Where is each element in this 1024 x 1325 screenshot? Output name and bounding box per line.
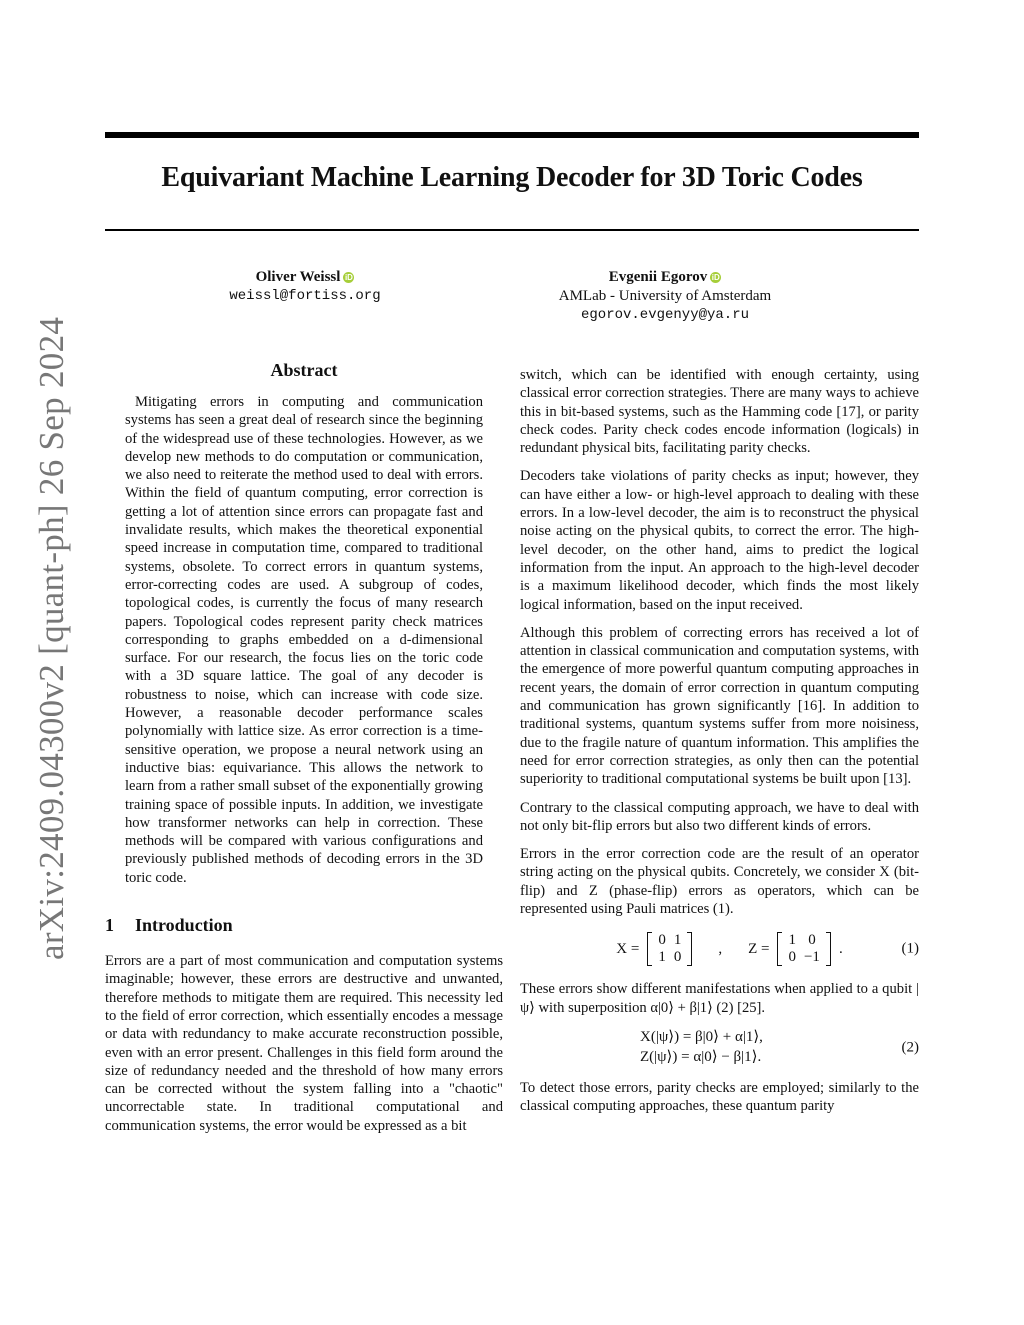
author-affiliation: AMLab - University of Amsterdam (558, 288, 772, 304)
eq-z-lhs: Z = (748, 940, 770, 957)
section-title: Introduction (135, 915, 233, 936)
matrix-cell: 1 (658, 949, 666, 966)
equation-number: (2) (901, 1039, 919, 1056)
right-column (520, 366, 919, 1126)
paper-title: Equivariant Machine Learning Decoder for 3D Toric Codes (161, 162, 863, 193)
body-paragraph: These errors show different manifestations when applied to a qubit |ψ⟩ with superposition α|0⟩ + β|1⟩ (2) [25]. (520, 981, 919, 1016)
left-column (105, 360, 503, 1145)
x-matrix (647, 932, 692, 966)
equation-pauli-matrices (520, 928, 919, 970)
equation-error-actions (520, 1027, 919, 1069)
eq-separator: , (718, 940, 723, 957)
matrix-cell: 0 (673, 949, 682, 966)
author-email[interactable]: egorov.evgenyy@ya.ru (580, 307, 750, 323)
matrix-cell: 0 (808, 932, 816, 949)
body-paragraph: Although this problem of correcting errors has received a lot of attention in classical communication and computation systems, with the emergence of more powerful quantum computing approaches in recent years, the domain of error correction in quantum computing and communication has grown significantly [16]. In addition to traditional systems, quantum systems suffer from more noisiness, due to the fragile nature of quantum information. This amplifies the need for error correction strategies, as only then can the potential superiority to traditional computational systems be built upon [13]. (520, 624, 919, 788)
author-1 (205, 268, 405, 306)
body-paragraph: To detect those errors, parity checks are employed; similarly to the classical computing approaches, these quantum parity (520, 1079, 919, 1115)
title-rule (105, 229, 919, 231)
body-paragraph: Contrary to the classical computing approach, we have to deal with not only bit-flip errors but also two different kinds of errors. (520, 799, 919, 834)
equation-number: (1) (901, 940, 919, 957)
abstract-heading: Abstract (270, 360, 338, 380)
author-name: Evgenii Egorov (608, 269, 708, 285)
author-2 (530, 268, 800, 325)
eq-end: . (838, 940, 843, 957)
arxiv-identifier: arXiv:2409.04300v2 [quant-ph] 26 Sep 2024 (32, 316, 71, 960)
intro-paragraph: Errors are a part of most communication and computation systems imaginable; however, these errors are destructive and unwanted, therefore methods to mitigate them are required. This necessity led to the field of error correction, which essentially encodes a message or data with redundancy to make accurate reconstruction possible, even with an error present. Challenges in this field form around the size of redundancy needed and the threshold of how many errors can be corrected without the system falling into a "chaotic" uncorrectable state. In traditional computational and communication systems, the error would be expressed as a bit (105, 953, 503, 1134)
matrix-cell: 1 (673, 932, 682, 949)
matrix-cell: 0 (658, 932, 666, 949)
body-paragraph: Decoders take violations of parity checks as input; however, they can have either a low- or high-level approach to dealing with these errors. In a low-level decoder, the aim is to reconstruct the physical noise acting on the physical qubits, to correct the error. The high-level decoder, on the other hand, aims to predict the logical information from the input. An approach to the high-level decoder is a maximum likelihood decoder, which finds the most likely logical information, based on the input received. (520, 468, 919, 613)
author-email[interactable]: weissl@fortiss.org (229, 288, 381, 304)
orcid-icon[interactable]: iD (344, 273, 353, 282)
eq-line: X(|ψ⟩) = β|0⟩ + α|1⟩, (640, 1028, 763, 1045)
orcid-icon[interactable]: iD (711, 273, 720, 282)
section-heading (105, 915, 503, 936)
matrix-cell: −1 (803, 949, 820, 966)
eq-x-lhs: X = (616, 940, 640, 957)
matrix-cell: 1 (788, 932, 796, 949)
top-rule (105, 132, 919, 138)
matrix-cell: 0 (788, 949, 796, 966)
z-matrix (777, 932, 830, 966)
section-number: 1 (105, 915, 114, 936)
abstract-text: Mitigating errors in computing and communication systems has seen a great deal of research since the beginning of the widespread use of these technologies. However, as we develop new methods to do computation or communication, we also need to reiterate the method used to deal with errors. Within the field of quantum computing, error correction is getting a lot of attention since errors can propagate fast and invalidate results, which makes the theoretical exponential speed increase in computation time, compared to traditional systems, obsolete. To correct errors in quantum systems, error-correcting codes are used. A subgroup of codes, topological codes, is currently the focus of many research papers. Topological codes represent parity check matrices corresponding to graphs embedded on a d-dimensional surface. For our research, the focus lies on the toric code with a 3D square lattice. The goal of any decoder is robustness to noise, which can increase with code size. However, a reasonable decoder performance scales polynomially with lattice size. As error correction is a time-sensitive operation, we propose a neural network using an inductive bias: equivariance. This allows the network to learn from a rather small subset of the exponentially growing training space of possible inputs. In addition, we investigate how transformer networks can help in correction. These methods will be compared with various configurations and previously published methods of decoding errors in the 3D toric code. (125, 394, 483, 886)
eq-line: Z(|ψ⟩) = α|0⟩ − β|1⟩. (640, 1048, 762, 1065)
body-paragraph: Errors in the error correction code are the result of an operator string acting on the physical qubits. Concretely, we consider X (bit-flip) and Z (phase-flip) errors as operators, which can be represented using Pauli matrices (1). (520, 846, 919, 918)
author-name: Oliver Weissl (255, 269, 341, 285)
body-paragraph: switch, which can be identified with enough certainty, using classical error correction strategies. There are many ways to achieve this in bit-based systems, such as the Hamming code [17], or parity check codes. Parity check codes encode information (logicals) in redundant physical bits, facilitating parity checks. (520, 367, 919, 457)
